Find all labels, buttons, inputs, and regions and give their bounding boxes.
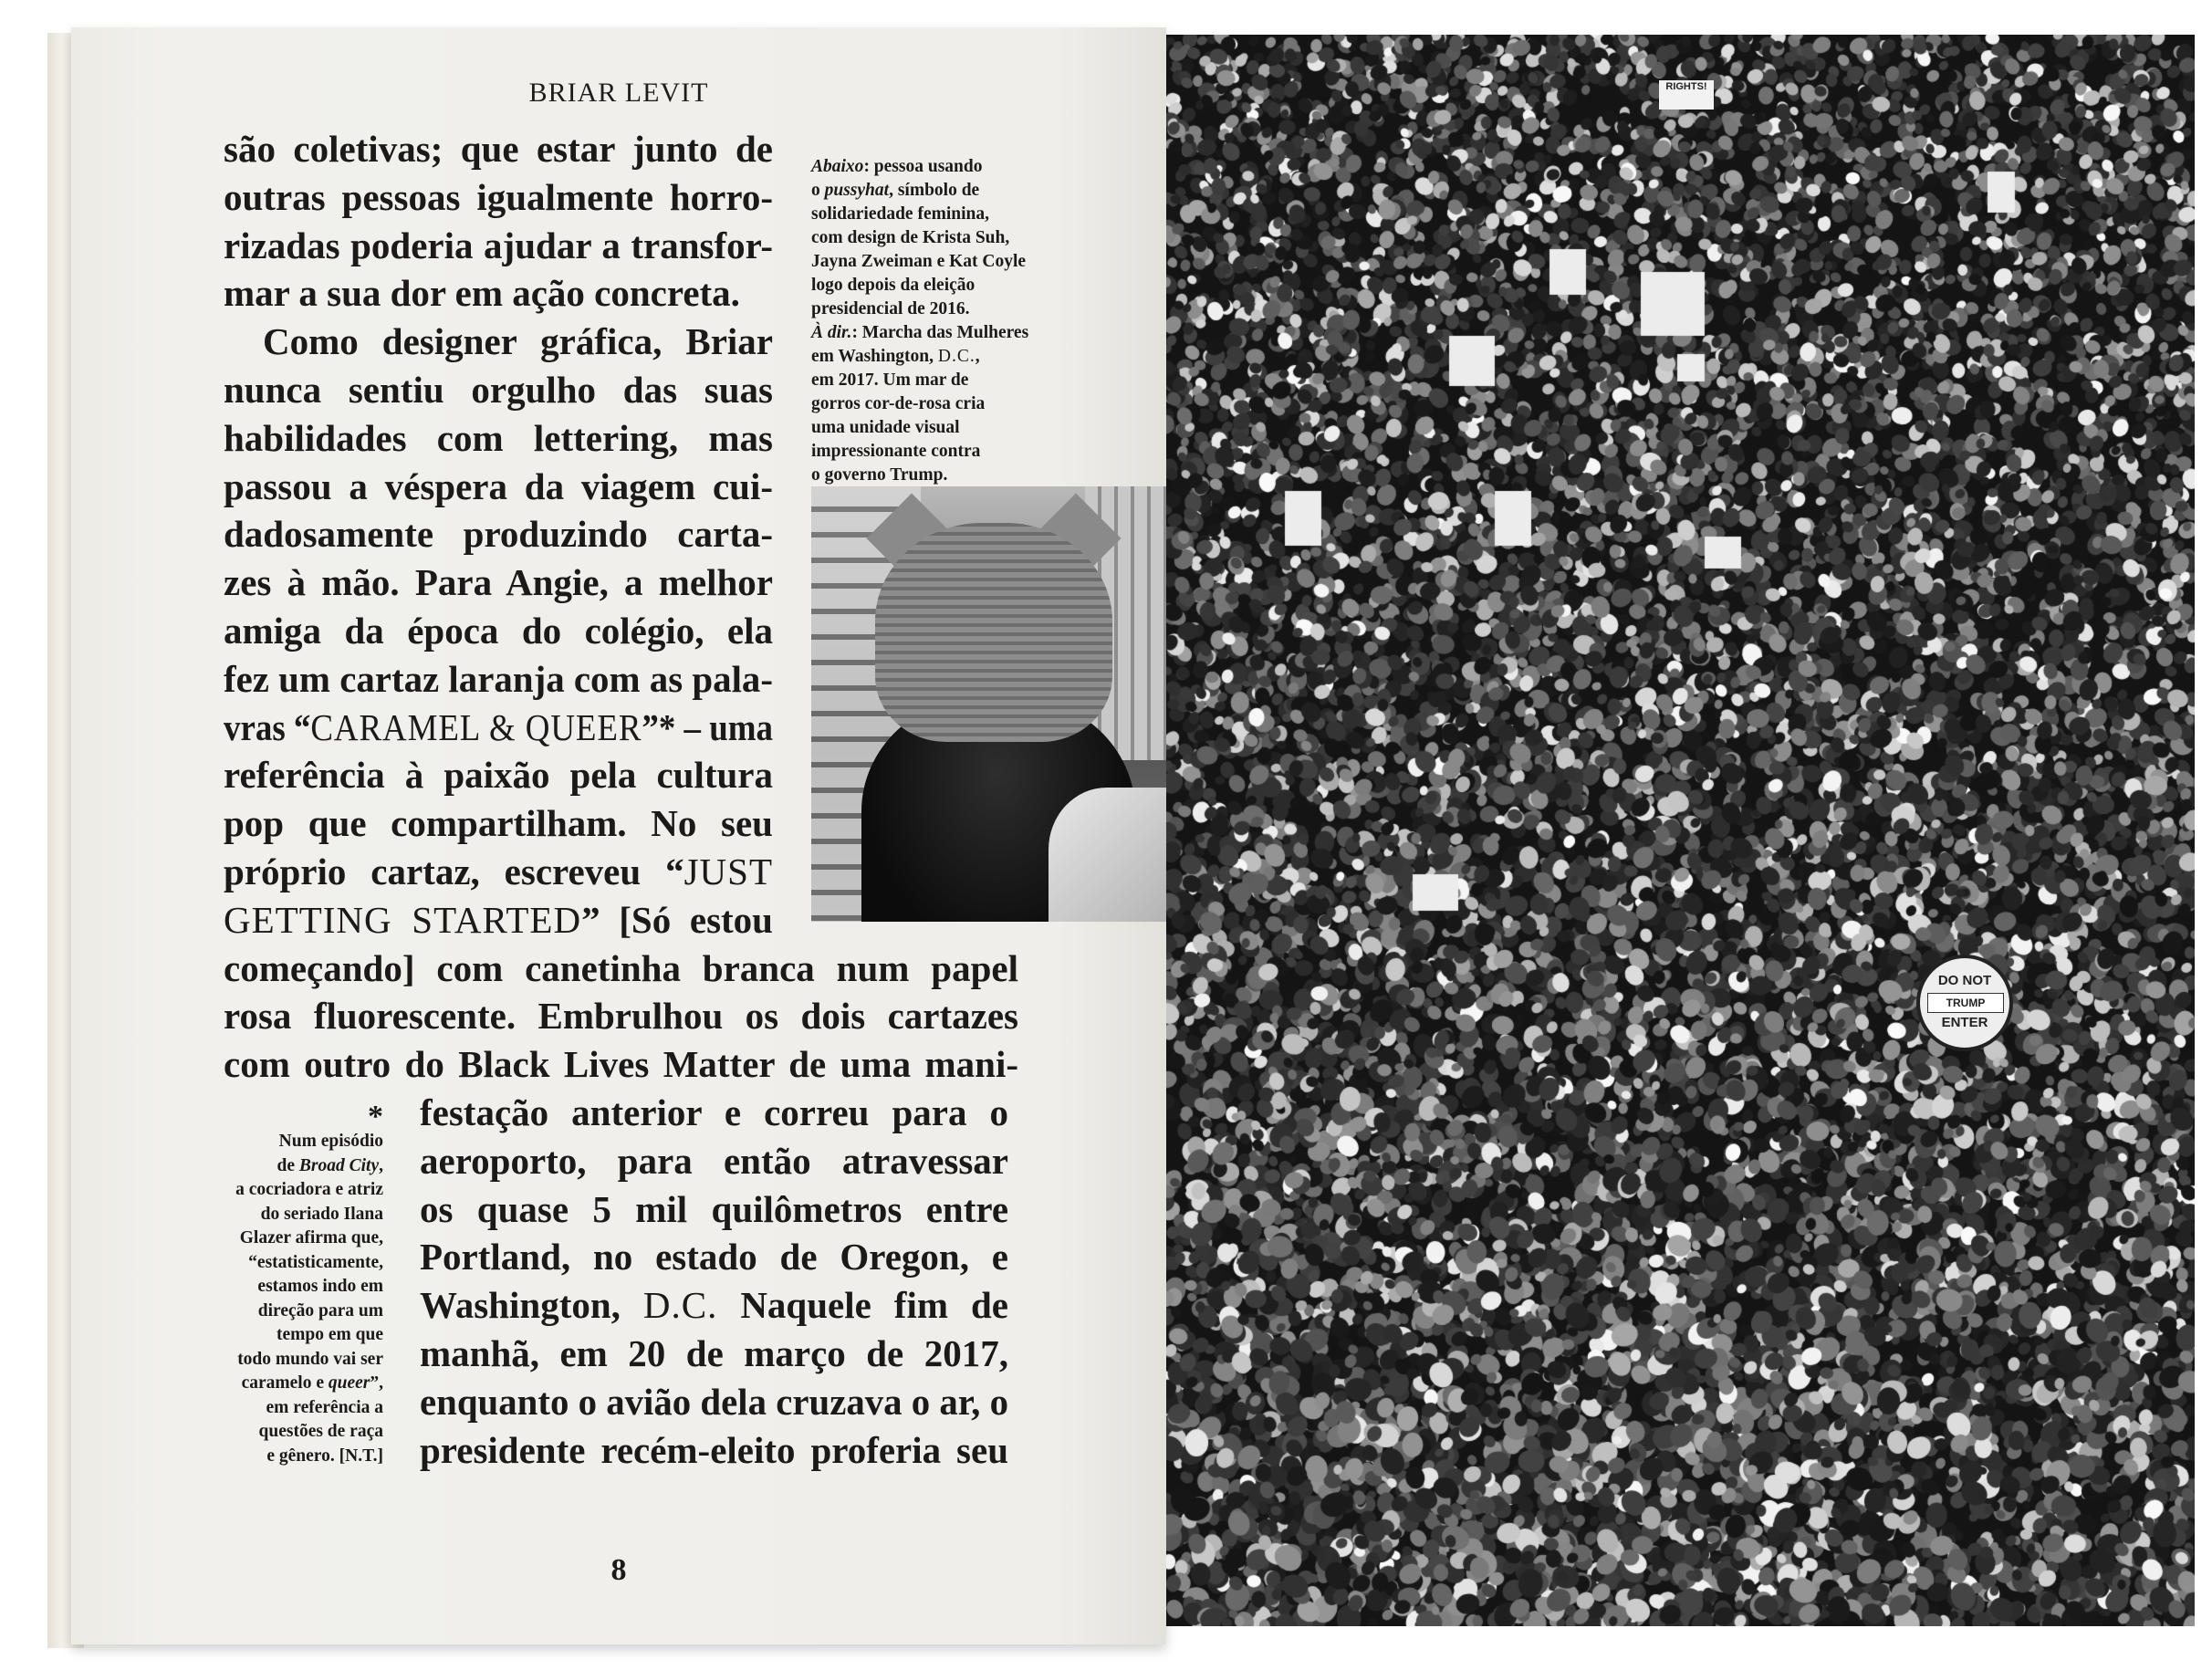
body-line: [224, 799, 773, 848]
body-line-text: Portland, no estado de Oregon, e: [420, 1236, 1008, 1279]
body-line: [420, 1378, 1008, 1426]
body-line: [420, 1426, 1008, 1475]
pussyhat-photo: [811, 486, 1167, 922]
bag: [1049, 788, 1167, 922]
footnote-line: e gênero. [N.T.]: [266, 1446, 383, 1466]
body-line-text: presidente recém-eleito proferia seu: [420, 1428, 1008, 1471]
do-not-enter-sign: [1916, 955, 2013, 1051]
footnote-line: Glazer afirma que,: [239, 1228, 383, 1247]
body-line-text: são coletivas; que estar junto de: [224, 128, 773, 170]
text-segment: JUST: [683, 851, 773, 892]
body-line-text: amiga da época do colégio, ela: [224, 610, 774, 652]
body-line-text: enquanto o avião dela cruzava o ar, o: [420, 1380, 1009, 1423]
body-line: [224, 896, 773, 945]
text-segment: caramelo e: [241, 1373, 329, 1393]
body-line-text: [224, 848, 773, 896]
body-line: [224, 1040, 1018, 1089]
body-line: [420, 1233, 1008, 1281]
text-segment: CARAMEL & QUEER: [310, 705, 642, 748]
text-segment: ,: [379, 1155, 383, 1175]
text-segment: Naquele fim de: [717, 1284, 1008, 1327]
page-number: 8: [610, 1553, 627, 1587]
footnote-line: todo mundo vai ser: [237, 1349, 383, 1369]
footnote-line: direção para um: [257, 1300, 383, 1320]
protest-sign: [1659, 80, 1714, 110]
body-line: [420, 1185, 1008, 1234]
text-segment: : Marcha das Mulheres: [851, 323, 1029, 342]
body-line: [224, 173, 773, 222]
caption-line: com design de Krista Suh,: [811, 228, 1010, 247]
text-segment: o: [811, 181, 825, 200]
caption-line: uma unidade visual: [811, 418, 960, 437]
text-segment: GETTING STARTED: [224, 898, 582, 941]
footnote-marker: *: [368, 1100, 383, 1133]
footnote-line: [110, 1372, 383, 1396]
body-line: [224, 992, 1018, 1040]
caption-line: gorros cor-de-rosa cria: [811, 394, 986, 413]
body-line: [224, 510, 773, 558]
caption-line: presidencial de 2016.: [811, 299, 970, 318]
text-segment: vras “: [224, 705, 311, 748]
body-line: [224, 751, 773, 799]
text-segment: D.C.: [937, 347, 976, 366]
text-segment: À dir.: [811, 323, 852, 342]
text-segment: Washington,: [420, 1284, 643, 1327]
caption-line: o governo Trump.: [811, 465, 948, 485]
body-line: [224, 269, 773, 318]
crowd-texture: [1166, 35, 2195, 1626]
body-line: [224, 607, 773, 655]
body-line-text: zes à mão. Para Angie, a melhor: [224, 561, 773, 604]
body-line: [420, 1089, 1008, 1137]
body-line: [224, 558, 773, 607]
body-line: [224, 414, 773, 463]
body-line-text: nunca sentiu orgulho das suas: [224, 369, 773, 411]
sign-text: RIGHTS!: [1665, 81, 1707, 92]
footnote-line: questões de raça: [258, 1422, 383, 1441]
body-line: [224, 848, 773, 896]
crowd-photo: [1166, 35, 2195, 1626]
body-line: [224, 945, 1018, 993]
body-line-text: começando] com canetinha branca num papel: [224, 946, 1019, 989]
sign-text: DO NOT: [1937, 973, 1992, 988]
caption-line: logo depois da eleição: [811, 276, 976, 295]
body-line: [224, 704, 773, 752]
caption-line: Jayna Zweiman e Kat Coyle: [811, 252, 1027, 271]
sign-text: ENTER: [1941, 1015, 1988, 1030]
body-line-text: fez um cartaz laranja com as pala-: [224, 657, 774, 700]
footnote-line: do seriado Ilana: [260, 1204, 383, 1224]
body-line-text: [224, 704, 773, 752]
text-segment: próprio cartaz, escreveu “: [224, 851, 684, 892]
caption-line: [811, 179, 1163, 203]
footnote-line: a cocriadora e atriz: [235, 1180, 383, 1199]
body-line: [224, 655, 773, 704]
text-segment: , símbolo de: [889, 181, 980, 200]
running-head: BRIAR LEVIT: [528, 78, 709, 108]
body-line-text: dadosamente produzindo carta-: [224, 513, 774, 556]
text-segment: D.C.: [642, 1284, 718, 1327]
text-segment: : pessoa usando: [863, 157, 983, 176]
body-line-text: manhã, em 20 de março de 2017,: [420, 1332, 1008, 1374]
footnote-line: estamos indo em: [257, 1277, 383, 1296]
crochet-hat: [875, 523, 1112, 742]
text-segment: em Washington,: [811, 347, 938, 366]
body-line-text: com outro do Black Lives Matter de uma mani-: [224, 1043, 1019, 1086]
body-line: [420, 1330, 1008, 1378]
photo-caption: [811, 155, 1163, 487]
caption-line: [811, 321, 1163, 345]
body-line-text: referência à paixão pela cultura: [224, 754, 774, 797]
body-line-text: aeroporto, para então atravessar: [420, 1139, 1008, 1182]
footnote: [110, 1100, 383, 1468]
body-line-text: [420, 1281, 1008, 1330]
body-line-text: festação anterior e correu para o: [420, 1091, 1009, 1133]
body-line: [224, 366, 773, 414]
caption-line: [811, 345, 1163, 369]
body-line-text: pop que compartilham. No seu: [224, 802, 773, 845]
text-segment: de: [276, 1155, 299, 1175]
body-line-text: rizadas poderia ajudar a transfor-: [224, 224, 773, 266]
body-line: [224, 463, 773, 511]
sign-text: TRUMP: [1927, 993, 2004, 1013]
footnote-line: [110, 1154, 383, 1179]
text-segment: ”* – uma: [642, 705, 773, 748]
footnote-line: “estatisticamente,: [248, 1252, 383, 1272]
footnote-line: Num episódio: [278, 1132, 383, 1151]
body-line: [420, 1137, 1008, 1185]
body-line: [224, 222, 773, 270]
text-segment: Abaixo: [811, 157, 864, 176]
footnote-line: em referência a: [266, 1397, 383, 1417]
body-line-text: rosa fluorescente. Embrulhou os dois cartazes: [224, 995, 1018, 1038]
body-line-text: os quase 5 mil quilômetros entre: [420, 1187, 1009, 1230]
text-segment: ,: [975, 347, 980, 366]
caption-line: solidariedade feminina,: [811, 204, 990, 224]
body-line: [224, 125, 773, 173]
caption-line: [811, 155, 1163, 179]
text-segment: Broad City: [298, 1155, 380, 1175]
body-line-text: [224, 896, 773, 945]
body-line-text: mar a sua dor em ação concreta.: [224, 272, 740, 315]
body-line: [263, 318, 773, 366]
text-segment: queer: [328, 1373, 370, 1393]
text-segment: ” [Só estou: [581, 898, 773, 941]
footnote-line: tempo em que: [276, 1325, 383, 1344]
text-segment: pussyhat: [824, 181, 890, 200]
caption-line: em 2017. Um mar de: [811, 371, 969, 390]
body-line-text: Como designer gráfica, Briar: [263, 320, 774, 363]
body-line-text: passou a véspera da viagem cui-: [224, 464, 774, 507]
body-line-text: outras pessoas igualmente horro-: [224, 175, 773, 218]
left-page: [71, 27, 1166, 1644]
caption-line: impressionante contra: [811, 442, 981, 461]
text-segment: ”,: [370, 1373, 383, 1393]
body-line-text: habilidades com lettering, mas: [224, 416, 774, 459]
body-line: [420, 1281, 1008, 1330]
